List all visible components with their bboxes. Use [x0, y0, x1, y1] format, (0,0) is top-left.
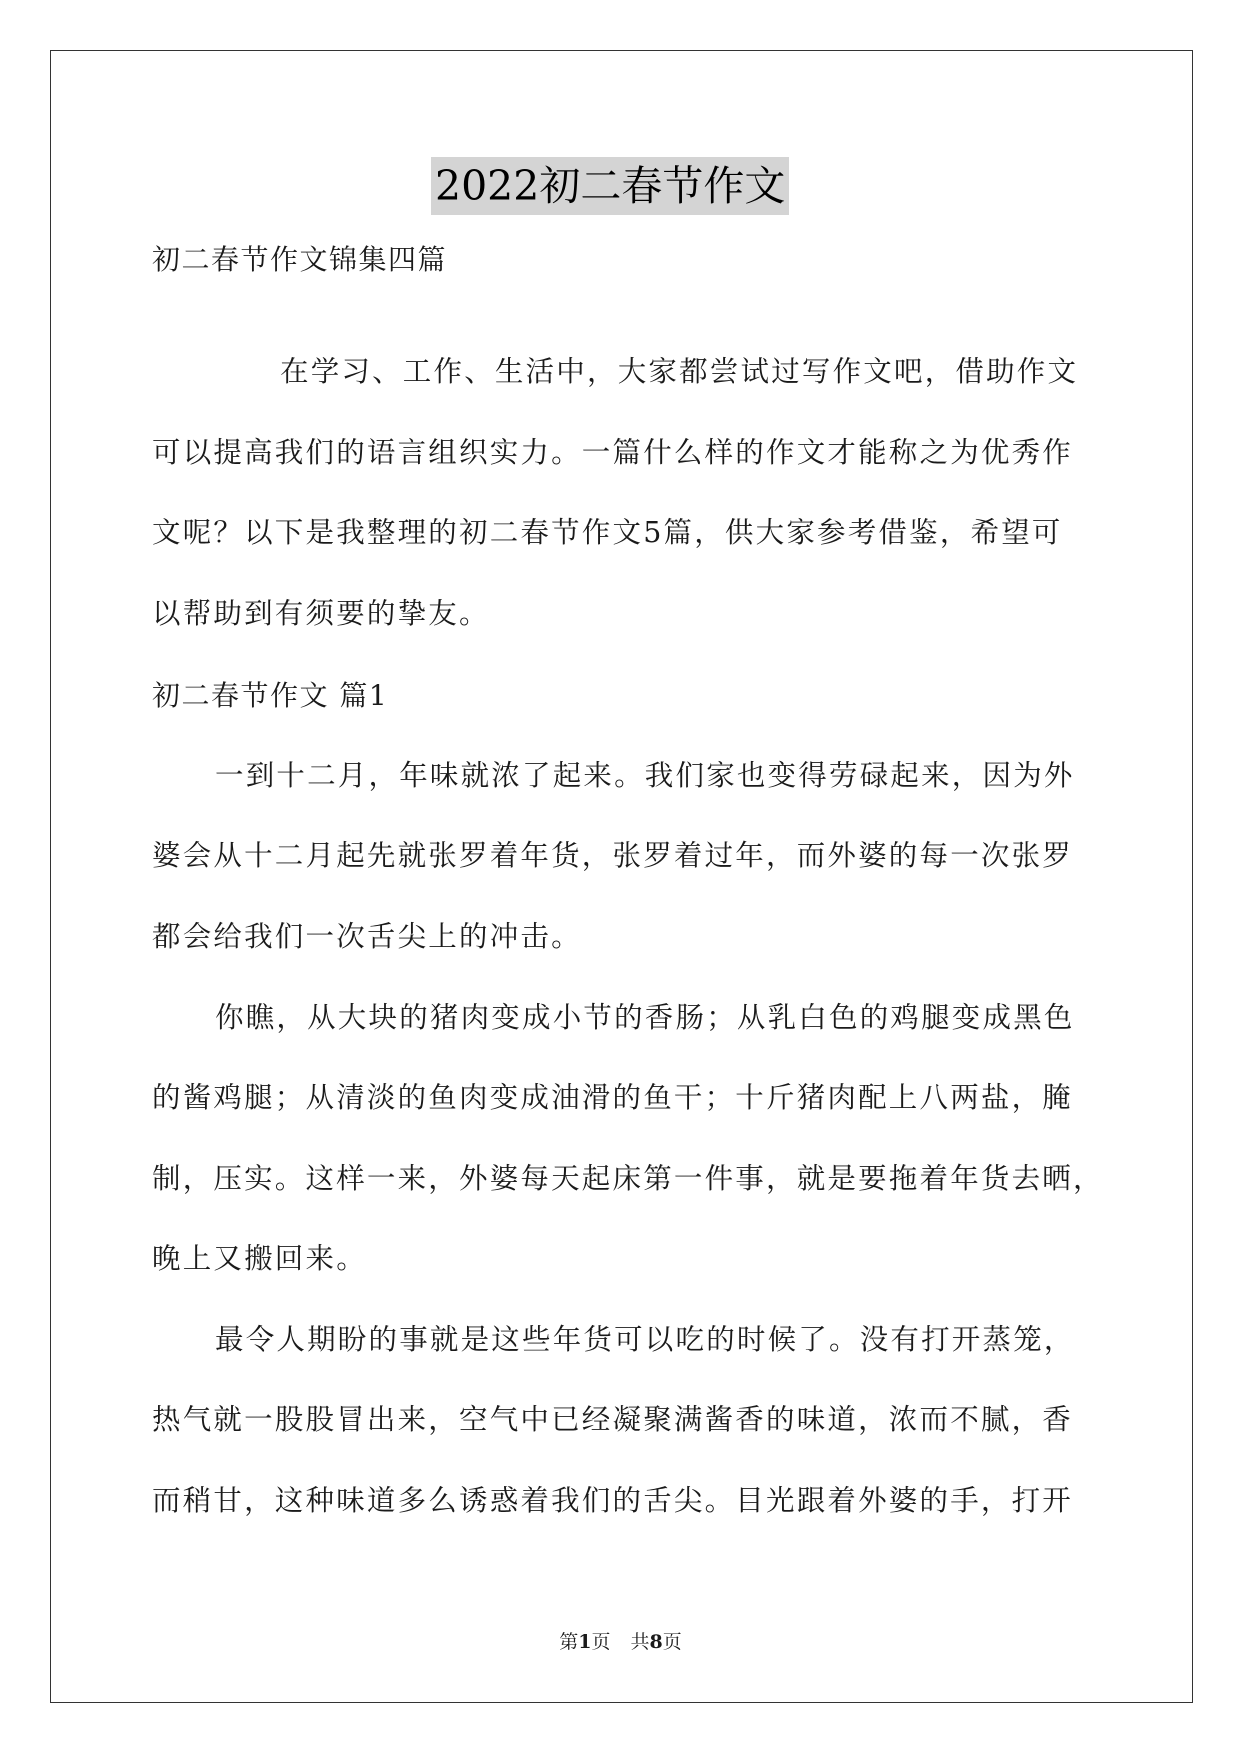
- section-heading: 初二春节作文 篇1: [152, 679, 389, 712]
- document-title: 2022初二春节作文: [431, 157, 789, 215]
- total-pages: 8: [649, 1631, 663, 1653]
- total-suffix: 页: [662, 1631, 682, 1653]
- paragraph2-line-3: 制，压实。这样一来，外婆每天起床第一件事，就是要拖着年货去晒，: [152, 1162, 1104, 1195]
- page-footer: [0, 1627, 1241, 1654]
- intro-line-4: 以帮助到有须要的挚友。: [152, 597, 490, 630]
- intro-line-2: 可以提高我们的语言组织实力。一篇什么样的作文才能称之为优秀作: [152, 436, 1074, 469]
- page-border: [50, 50, 1193, 1703]
- page-number: 1: [578, 1631, 592, 1653]
- paragraph3-line-2: 热气就一股股冒出来，空气中已经凝聚满酱香的味道，浓而不腻，香: [152, 1403, 1074, 1436]
- total-prefix: 共: [630, 1631, 650, 1653]
- paragraph1-line-1: 一到十二月，年味就浓了起来。我们家也变得劳碌起来，因为外: [215, 759, 1075, 792]
- paragraph3-line-1: 最令人期盼的事就是这些年货可以吃的时候了。没有打开蒸笼，: [215, 1323, 1075, 1356]
- document-subtitle: 初二春节作文锦集四篇: [152, 243, 448, 276]
- page-prefix: 第: [559, 1631, 579, 1653]
- paragraph1-line-3: 都会给我们一次舌尖上的冲击。: [152, 920, 582, 953]
- page-suffix: 页: [591, 1631, 611, 1653]
- paragraph2-line-2: 的酱鸡腿；从清淡的鱼肉变成油滑的鱼干；十斤猪肉配上八两盐，腌: [152, 1081, 1074, 1114]
- paragraph2-line-4: 晚上又搬回来。: [152, 1242, 367, 1275]
- paragraph2-line-1: 你瞧，从大块的猪肉变成小节的香肠；从乳白色的鸡腿变成黑色: [215, 1001, 1075, 1034]
- intro-line-1: 在学习、工作、生活中，大家都尝试过写作文吧，借助作文: [280, 355, 1079, 388]
- intro-line-3: 文呢？以下是我整理的初二春节作文5篇，供大家参考借鉴，希望可: [152, 516, 1063, 549]
- paragraph3-line-3: 而稍甘，这种味道多么诱惑着我们的舌尖。目光跟着外婆的手，打开: [152, 1484, 1074, 1517]
- paragraph1-line-2: 婆会从十二月起先就张罗着年货，张罗着过年，而外婆的每一次张罗: [152, 839, 1074, 872]
